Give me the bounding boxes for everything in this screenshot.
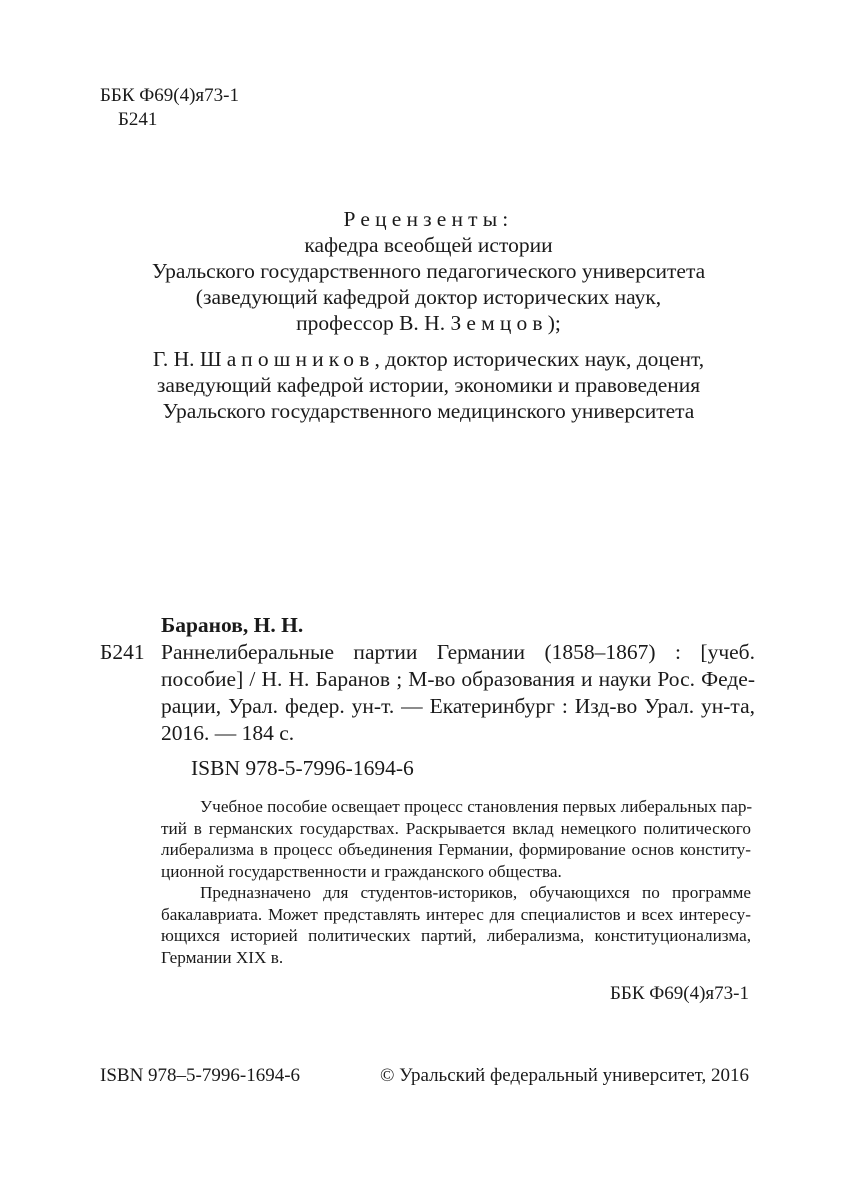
reviewer-2-line-first bbox=[100, 346, 757, 372]
reviewer-1-line-last bbox=[100, 310, 757, 336]
reviewer-1-line: Уральского государственного педагогического университета bbox=[151, 259, 706, 283]
reviewer-1-prefix: профессор В. Н. bbox=[296, 311, 451, 335]
abstract-line: Предназначено для студентов-историков, обучающихся по программе bbox=[200, 883, 751, 902]
catalog-description-line: рации, Урал. федер. ун-т. — Екатеринбург : Изд-во Урал. ун-та, bbox=[161, 694, 755, 718]
reviewer-2-prefix: Г. Н. bbox=[152, 347, 200, 371]
reviewer-1-suffix: ); bbox=[547, 311, 561, 335]
catalog-description bbox=[161, 639, 755, 747]
author-code-top: Б241 bbox=[118, 109, 158, 130]
catalog-isbn: ISBN 978-5-7996-1694-6 bbox=[191, 756, 414, 780]
abstract-line: тий в германских государствах. Раскрывается вклад немецкого политического bbox=[161, 818, 751, 838]
reviewers-block bbox=[100, 206, 757, 424]
footer-isbn: ISBN 978–5-7996-1694-6 bbox=[100, 1065, 301, 1086]
copyright-notice: © Уральский федеральный университет, 2016 bbox=[380, 1065, 749, 1086]
catalog-description-line: Раннелиберальные партии Германии (1858–1867) : [учеб. bbox=[161, 640, 755, 664]
reviewer-2-name: Шапошников bbox=[199, 347, 375, 371]
abstract-line: Учебное пособие освещает процесс становления первых либеральных пар- bbox=[200, 797, 753, 816]
reviewer-1-name: Земцов bbox=[450, 311, 548, 335]
bbk-classification-bottom: ББК Ф69(4)я73-1 bbox=[610, 983, 749, 1004]
abstract-line: ющихся историей политических партий, либерализма, конституционализма, bbox=[161, 926, 751, 945]
reviewer-2-line: заведующий кафедрой истории, экономики и правоведения bbox=[156, 373, 701, 397]
catalog-description-line: 2016. — 184 с. bbox=[161, 721, 295, 745]
abstract-line: либерализма в процесс объединения Германии, формирование основ конститу- bbox=[161, 840, 751, 859]
catalog-author: Баранов, Н. Н. bbox=[161, 613, 304, 637]
catalog-code: Б241 bbox=[100, 640, 145, 664]
bbk-classification-top: ББК Ф69(4)я73-1 bbox=[100, 85, 239, 106]
catalog-description-line: пособие] / Н. Н. Баранов ; М-во образования и науки Рос. Феде- bbox=[161, 667, 755, 691]
abstract bbox=[161, 796, 751, 968]
reviewer-1-line: кафедра всеобщей истории bbox=[304, 233, 553, 257]
abstract-line: бакалавриата. Может представлять интерес для специалистов и всех интересу- bbox=[161, 904, 751, 924]
reviewer-2-line: Уральского государственного медицинского университета bbox=[162, 399, 695, 423]
reviewer-1-line: (заведующий кафедрой доктор исторических наук, bbox=[195, 285, 662, 309]
reviewers-heading: Рецензенты: bbox=[343, 207, 514, 231]
abstract-line: Германии XIX в. bbox=[161, 947, 284, 967]
reviewer-2-suffix: , доктор исторических наук, доцент, bbox=[374, 347, 705, 371]
abstract-line: ционной государственности и гражданского общества. bbox=[161, 861, 562, 881]
